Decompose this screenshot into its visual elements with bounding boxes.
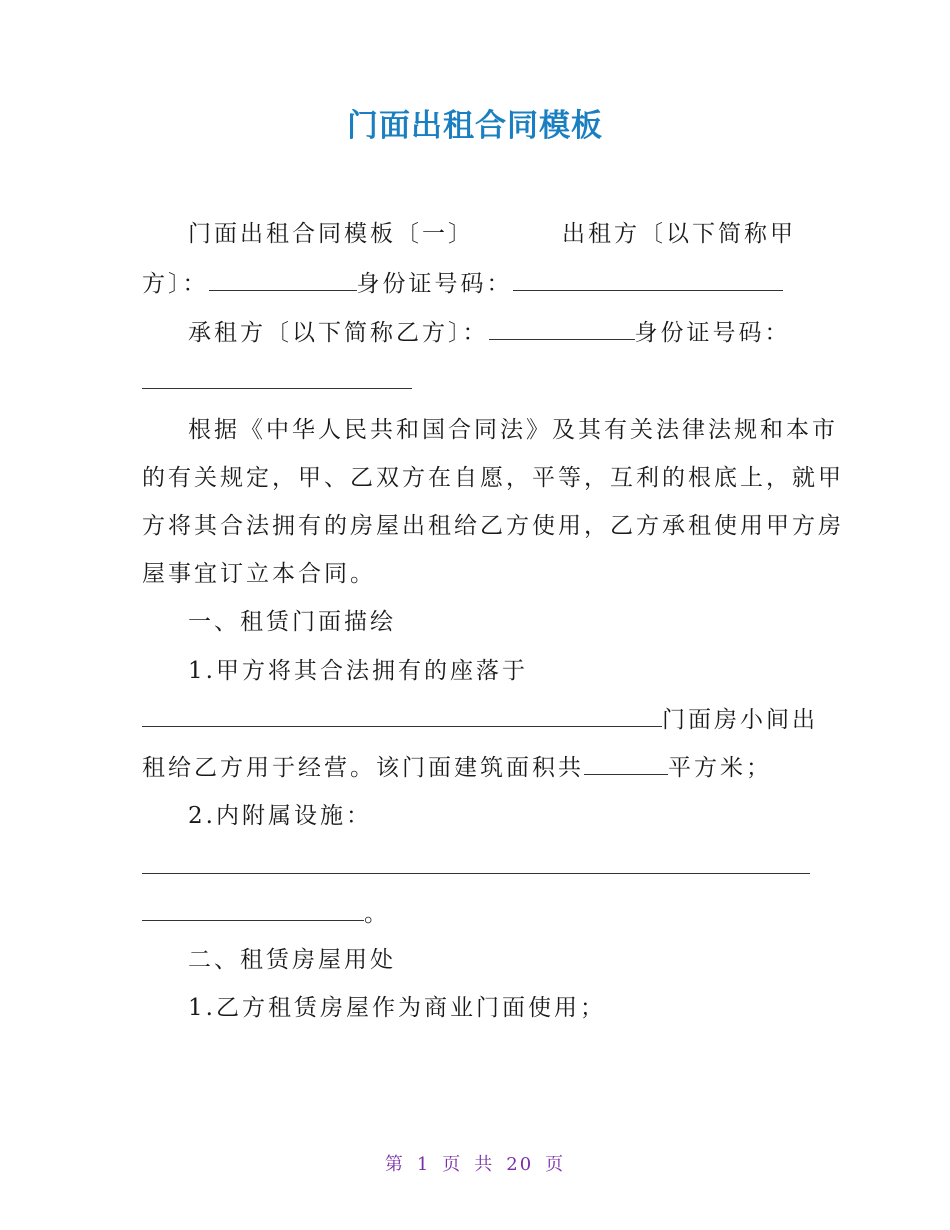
lessee-label: 承租方〔以下简称乙方〕： — [188, 320, 489, 346]
paragraph-line: 的有关规定，甲、乙双方在自愿，平等，互利的根底上，就甲 — [142, 465, 844, 491]
text-line — [142, 366, 412, 398]
footer-text: 第 — [384, 1154, 405, 1175]
footer-text: 共 — [474, 1154, 495, 1175]
clause-text: 租给乙方用于经营。该门面建筑面积共 — [142, 755, 584, 781]
lessee-name-blank[interactable] — [489, 317, 635, 340]
contract-subtitle: 门面出租合同模板〔一〕 — [188, 221, 474, 247]
clause-line: 2.内附属设施： — [188, 803, 372, 829]
lessor-id-blank[interactable] — [513, 268, 783, 291]
paragraph-line: 根据《中华人民共和国合同法》及其有关法律法规和本市 — [188, 417, 838, 443]
text-line — [142, 851, 810, 883]
clause-line: 1.乙方租赁房屋作为商业门面使用； — [188, 995, 606, 1021]
paragraph-line: 屋事宜订立本合同。 — [142, 561, 376, 587]
facilities-blank-2[interactable] — [142, 898, 364, 921]
total-pages: 20 — [506, 1154, 534, 1175]
clause-text: 门面房小间出 — [662, 707, 818, 733]
lessee-id-blank[interactable] — [142, 366, 412, 389]
current-page: 1 — [416, 1154, 431, 1175]
clause-line: 1.甲方将其合法拥有的座落于 — [188, 658, 528, 684]
section-heading: 二、租赁房屋用处 — [188, 947, 396, 973]
text-line — [142, 898, 390, 930]
id-number-label: 身份证号码： — [356, 271, 513, 297]
footer-text: 页 — [545, 1154, 566, 1175]
lessor-label: 出租方〔以下简称甲 — [562, 221, 796, 247]
paragraph-line: 方将其合法拥有的房屋出租给乙方使用，乙方承租使用甲方房 — [142, 513, 844, 539]
lessor-name-blank[interactable] — [209, 268, 357, 291]
text-line — [188, 218, 796, 250]
text-line — [188, 317, 791, 349]
area-blank[interactable] — [584, 752, 668, 775]
location-blank[interactable] — [142, 704, 662, 727]
id-number-label: 身份证号码： — [634, 320, 791, 346]
lessor-label-cont: 方〕： — [142, 271, 209, 297]
document-title: 门面出租合同模板 — [347, 108, 603, 144]
facilities-blank-1[interactable] — [142, 851, 810, 874]
text-line — [142, 704, 818, 736]
text-line — [142, 268, 783, 300]
text-line — [142, 752, 772, 784]
page-footer — [0, 1150, 950, 1176]
clause-text: 。 — [364, 901, 390, 927]
footer-text: 页 — [442, 1154, 463, 1175]
section-heading: 一、租赁门面描绘 — [188, 609, 396, 635]
clause-text: 平方米； — [668, 755, 772, 781]
